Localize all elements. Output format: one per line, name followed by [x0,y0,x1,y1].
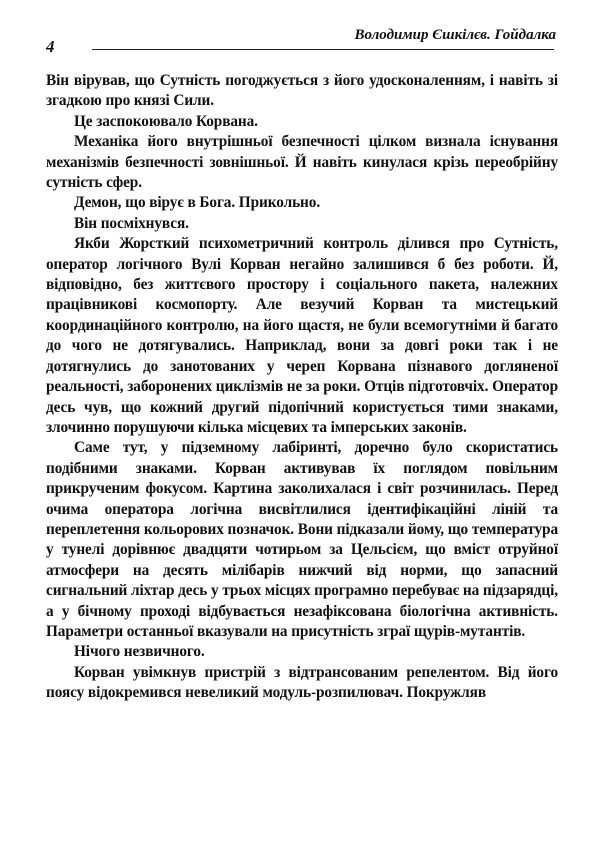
paragraph: Механіка його внутрішньої безпечності цілком визнала існування механізмів безпечності зовнішньої. Й навіть кинулася крізь переобрійну сутність сфер. [46,133,558,192]
page-header [40,22,560,58]
paragraph: Корван увімкнув пристрій з відтрансованим репелентом. Від його поясу відокремився невеликий модуль-розпилювач. Покружляв [46,663,558,702]
paragraph: Саме тут, у підземному лабіринті, доречно було скористатись подібними знаками. Корван активував їх поглядом повільним прикрученим фокусом. Картина заколихалася і світ розчинилась. Перед очима оператора логічна висвітлилися ідентифікаційні ліній та переплетення кольорових позначок. Вони підказали йому, що температура у тунелі дорівнює двадцяти чотирьом за Цельсієм, що вміст отруйної атмосфери на десять мілібарів нижчий від норми, що запасний сигнальний ліхтар десь у трьох місцях програмно перебуває на підзарядці, а у бічному проході відбувається незафіксована біологічна активність. Параметри останньої вказували на присутність зграї щурів-мутантів. [46,439,558,640]
paragraph: Він посміхнувся. [74,214,189,232]
body-text [46,71,558,704]
paragraph: Нічого незвичного. [74,643,205,661]
running-head: Володимир Єшкілєв. Гойдалка [354,27,556,43]
header-rule [92,49,554,50]
paragraph: Якби Жорсткий психометричний контроль ділився про Сутність, оператор логічного Вулі Корван негайно залишився б без роботи. Й, відповідно, без життєвого простору і соціального пакета, належних працівникові космопорту. Але везучий Корван та мистецький координаційного контролю, на його щастя, не були всемогутніми й багато до чого не дотягувались. Наприклад, вони за довгі роки так і не дотягнулись до занотованих у череп Корвана пізнавого догляненої реальності, заборонених циклізмів не за роки. Отців підготовчіх. Оператор десь чув, що кожний другий підопічний користується тими знаками, злочинно порушуючи кілька місцевих та імперських законів. [46,235,558,436]
paragraph: Це заспокоювало Корвана. [74,112,258,130]
paragraph: Він вірував, що Сутність погоджується з його удосконаленням, і навіть зі згадкою про князі Сили. [46,72,558,110]
page-number: 4 [46,37,55,56]
paragraph: Демон, що вірує в Бога. Прикольно. [74,194,321,212]
